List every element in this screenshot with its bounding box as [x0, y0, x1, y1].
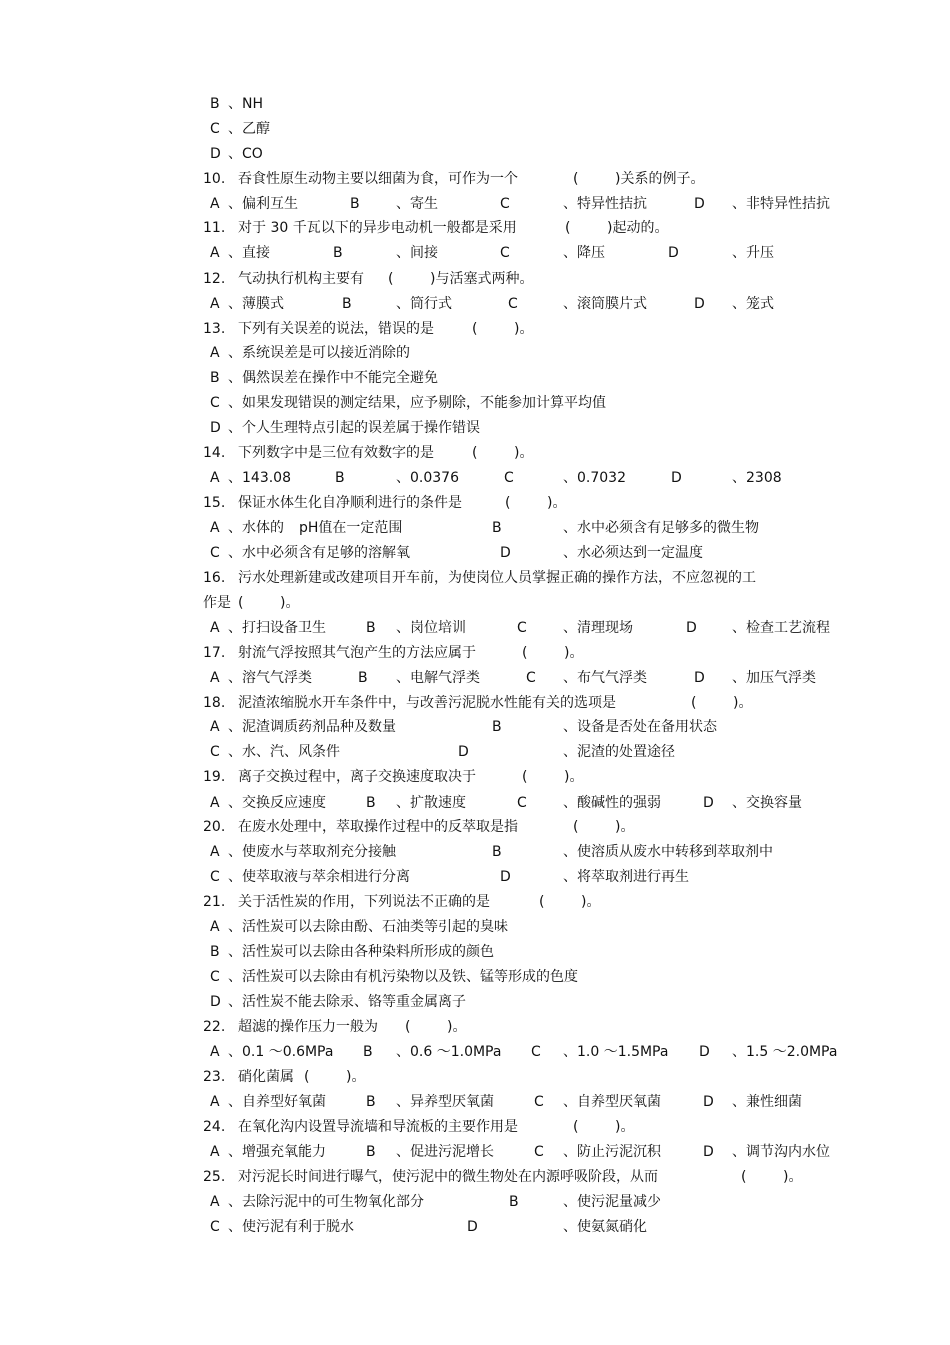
- option-line: [0, 1141, 950, 1163]
- question-line: [0, 1116, 950, 1138]
- option-line: [0, 293, 950, 315]
- text-segment: 、酸碱性的强弱: [563, 795, 661, 811]
- text-segment: D: [210, 994, 221, 1010]
- text-segment: (: [573, 171, 579, 187]
- text-segment: D: [668, 245, 679, 261]
- question-line: [0, 1016, 950, 1038]
- text-segment: pH值在一定范围: [299, 520, 403, 536]
- text-segment: 、水中必须含有足够的溶解氧: [228, 545, 410, 561]
- text-segment: C: [531, 1044, 541, 1060]
- text-segment: 离子交换过程中，离子交换速度取决于: [238, 769, 476, 785]
- text-segment: 、个人生理特点引起的误差属于操作错误: [228, 420, 480, 436]
- text-segment: 射流气浮按照其气泡产生的方法应属于: [238, 645, 476, 661]
- text-segment: (: [472, 321, 478, 337]
- question-line: [0, 268, 950, 290]
- option-line: [0, 667, 950, 689]
- text-segment: 、非特异性拮抗: [732, 196, 830, 212]
- question-line: [0, 442, 950, 464]
- text-segment: 关于活性炭的作用，下列说法不正确的是: [238, 894, 490, 910]
- text-segment: B: [342, 296, 352, 312]
- text-segment: 、水、汽、风条件: [228, 744, 340, 760]
- text-segment: C: [508, 296, 518, 312]
- text-segment: A: [210, 245, 220, 261]
- text-segment: 、寄生: [396, 196, 438, 212]
- text-segment: )。: [447, 1019, 467, 1035]
- text-segment: A: [210, 296, 220, 312]
- text-segment: C: [210, 121, 220, 137]
- text-segment: (: [573, 1119, 579, 1135]
- text-segment: 18.: [203, 695, 226, 711]
- text-segment: C: [210, 969, 220, 985]
- text-segment: 、0.6 ～1.0MPa: [396, 1044, 502, 1060]
- text-segment: 、设备是否处在备用状态: [563, 719, 717, 735]
- question-line: [0, 168, 950, 190]
- text-segment: )。: [514, 445, 534, 461]
- text-segment: A: [210, 844, 220, 860]
- text-segment: D: [699, 1044, 710, 1060]
- text-segment: 、布气气浮类: [563, 670, 647, 686]
- text-segment: 、使废水与萃取剂充分接触: [228, 844, 396, 860]
- text-segment: (: [565, 220, 571, 236]
- text-segment: D: [703, 1144, 714, 1160]
- text-segment: 、降压: [563, 245, 605, 261]
- question-line: [0, 766, 950, 788]
- option-line: [0, 1041, 950, 1063]
- text-segment: 、打扫设备卫生: [228, 620, 326, 636]
- text-segment: A: [210, 1044, 220, 1060]
- text-segment: 、使萃取液与萃余相进行分离: [228, 869, 410, 885]
- text-segment: )。: [280, 595, 300, 611]
- text-segment: D: [671, 470, 682, 486]
- text-segment: B: [492, 520, 502, 536]
- question-line: [0, 217, 950, 239]
- text-segment: 、自养型厌氧菌: [563, 1094, 661, 1110]
- question-line: [0, 318, 950, 340]
- text-segment: 、泥渣调质药剂品种及数量: [228, 719, 396, 735]
- option-line: [0, 991, 950, 1013]
- text-segment: 14.: [203, 445, 226, 461]
- text-segment: B: [492, 719, 502, 735]
- text-segment: B: [335, 470, 345, 486]
- text-segment: 、CO: [228, 146, 263, 162]
- text-segment: 、活性炭可以去除由酚、石油类等引起的臭味: [228, 919, 508, 935]
- text-segment: C: [210, 545, 220, 561]
- text-segment: 、防止污泥沉积: [563, 1144, 661, 1160]
- text-segment: A: [210, 520, 220, 536]
- text-segment: 、系统误差是可以接近消除的: [228, 345, 410, 361]
- option-line: [0, 792, 950, 814]
- text-segment: D: [500, 545, 511, 561]
- text-segment: 、笼式: [732, 296, 774, 312]
- text-segment: 保证水体生化自净顺利进行的条件是: [238, 495, 462, 511]
- text-segment: )起动的。: [607, 220, 669, 236]
- text-segment: (: [238, 595, 244, 611]
- text-segment: 15.: [203, 495, 226, 511]
- text-segment: 、岗位培训: [396, 620, 466, 636]
- text-segment: 、异养型厌氧菌: [396, 1094, 494, 1110]
- text-segment: 、143.08: [228, 470, 291, 486]
- text-segment: D: [686, 620, 697, 636]
- text-segment: B: [210, 370, 220, 386]
- text-segment: 、去除污泥中的可生物氧化部分: [228, 1194, 424, 1210]
- option-line: [0, 367, 950, 389]
- text-segment: D: [458, 744, 469, 760]
- text-segment: 、活性炭可以去除由各种染料所形成的颜色: [228, 944, 494, 960]
- text-segment: 、自养型好氧菌: [228, 1094, 326, 1110]
- text-segment: 、交换反应速度: [228, 795, 326, 811]
- text-segment: 、使溶质从废水中转移到萃取剂中: [563, 844, 773, 860]
- text-segment: A: [210, 670, 220, 686]
- text-segment: 超滤的操作压力一般为: [238, 1019, 378, 1035]
- text-segment: D: [694, 670, 705, 686]
- text-segment: )。: [547, 495, 567, 511]
- text-segment: 、薄膜式: [228, 296, 284, 312]
- option-line: [0, 741, 950, 763]
- text-segment: 、水体的: [228, 520, 284, 536]
- text-segment: 、0.1 ～0.6MPa: [228, 1044, 334, 1060]
- text-segment: 在氧化沟内设置导流墙和导流板的主要作用是: [238, 1119, 518, 1135]
- text-segment: 、偶然误差在操作中不能完全避免: [228, 370, 438, 386]
- option-line: [0, 866, 950, 888]
- text-segment: 13.: [203, 321, 226, 337]
- option-line: [0, 242, 950, 264]
- text-segment: 11.: [203, 220, 226, 236]
- text-segment: 、1.5 ～2.0MPa: [732, 1044, 838, 1060]
- option-line: [0, 392, 950, 414]
- text-segment: )。: [564, 645, 584, 661]
- text-segment: 对污泥长时间进行曝气，使污泥中的微生物处在内源呼吸阶段，从而: [238, 1169, 658, 1185]
- text-segment: )与活塞式两种。: [430, 271, 534, 287]
- option-line: [0, 941, 950, 963]
- text-segment: 、加压气浮类: [732, 670, 816, 686]
- text-segment: D: [210, 146, 221, 162]
- text-segment: 、乙醇: [228, 121, 270, 137]
- text-segment: D: [210, 420, 221, 436]
- text-segment: C: [210, 869, 220, 885]
- text-segment: )。: [783, 1169, 803, 1185]
- text-segment: C: [534, 1094, 544, 1110]
- text-segment: 12.: [203, 271, 226, 287]
- text-segment: D: [703, 795, 714, 811]
- text-segment: B: [350, 196, 360, 212]
- text-segment: D: [694, 196, 705, 212]
- text-segment: 、NH: [228, 96, 263, 112]
- option-line: [0, 841, 950, 863]
- text-segment: 、使污泥量减少: [563, 1194, 661, 1210]
- text-segment: C: [526, 670, 536, 686]
- text-segment: 、增强充氧能力: [228, 1144, 326, 1160]
- option-line: [0, 916, 950, 938]
- text-segment: B: [492, 844, 502, 860]
- text-segment: )。: [514, 321, 534, 337]
- text-segment: 、水必须达到一定温度: [563, 545, 703, 561]
- text-segment: 、电解气浮类: [396, 670, 480, 686]
- text-segment: A: [210, 795, 220, 811]
- option-line: [0, 193, 950, 215]
- text-segment: 下列有关误差的说法，错误的是: [238, 321, 434, 337]
- text-segment: (: [691, 695, 697, 711]
- text-segment: B: [333, 245, 343, 261]
- text-segment: 、1.0 ～1.5MPa: [563, 1044, 669, 1060]
- text-segment: (: [539, 894, 545, 910]
- text-segment: A: [210, 1094, 220, 1110]
- option-line: [0, 143, 950, 165]
- option-line: [0, 467, 950, 489]
- text-segment: B: [210, 944, 220, 960]
- text-segment: (: [388, 271, 394, 287]
- text-segment: 、使氨氮硝化: [563, 1219, 647, 1235]
- text-segment: (: [741, 1169, 747, 1185]
- text-segment: 10.: [203, 171, 226, 187]
- text-segment: 、滚筒膜片式: [563, 296, 647, 312]
- text-segment: 、调节沟内水位: [732, 1144, 830, 1160]
- text-segment: 22.: [203, 1019, 226, 1035]
- text-segment: 、升压: [732, 245, 774, 261]
- text-segment: 、偏利互生: [228, 196, 298, 212]
- question-line: [0, 567, 950, 589]
- text-segment: 、将萃取剂进行再生: [563, 869, 689, 885]
- text-segment: 、清理现场: [563, 620, 633, 636]
- text-segment: )。: [615, 819, 635, 835]
- question-line: [0, 692, 950, 714]
- text-segment: C: [500, 196, 510, 212]
- text-segment: B: [509, 1194, 519, 1210]
- text-segment: D: [694, 296, 705, 312]
- text-segment: C: [504, 470, 514, 486]
- text-segment: C: [534, 1144, 544, 1160]
- text-segment: B: [366, 1094, 376, 1110]
- text-segment: 、活性炭可以去除由有机污染物以及铁、锰等形成的色度: [228, 969, 578, 985]
- text-segment: 、检查工艺流程: [732, 620, 830, 636]
- option-line: [0, 966, 950, 988]
- text-segment: (: [304, 1069, 310, 1085]
- text-segment: B: [366, 795, 376, 811]
- option-line: [0, 542, 950, 564]
- text-segment: 、筒行式: [396, 296, 452, 312]
- option-line: [0, 716, 950, 738]
- text-segment: C: [210, 395, 220, 411]
- text-segment: B: [366, 620, 376, 636]
- text-segment: A: [210, 470, 220, 486]
- text-segment: 20.: [203, 819, 226, 835]
- text-segment: 硝化菌属: [238, 1069, 294, 1085]
- text-segment: 泥渣浓缩脱水开车条件中，与改善污泥脱水性能有关的选项是: [238, 695, 616, 711]
- text-segment: 、使污泥有利于脱水: [228, 1219, 354, 1235]
- question-line: [0, 891, 950, 913]
- text-segment: 污水处理新建或改建项目开车前，为使岗位人员掌握正确的操作方法，不应忽视的工: [238, 570, 756, 586]
- text-segment: A: [210, 196, 220, 212]
- option-line: [0, 517, 950, 539]
- question-line: [0, 642, 950, 664]
- text-segment: (: [505, 495, 511, 511]
- text-segment: 对于 30 千瓦以下的异步电动机一般都是采用: [238, 220, 517, 236]
- option-line: [0, 118, 950, 140]
- text-segment: )。: [581, 894, 601, 910]
- text-segment: 25.: [203, 1169, 226, 1185]
- text-segment: 、如果发现错误的测定结果，应予剔除，不能参加计算平均值: [228, 395, 606, 411]
- text-segment: 、水中必须含有足够多的微生物: [563, 520, 759, 536]
- text-segment: B: [358, 670, 368, 686]
- text-segment: 、兼性细菌: [732, 1094, 802, 1110]
- text-segment: C: [517, 620, 527, 636]
- option-line: [0, 1191, 950, 1213]
- text-segment: 下列数字中是三位有效数字的是: [238, 445, 434, 461]
- text-segment: (: [522, 769, 528, 785]
- text-segment: 、泥渣的处置途径: [563, 744, 675, 760]
- text-segment: B: [210, 96, 220, 112]
- question-line: [0, 1066, 950, 1088]
- text-segment: D: [500, 869, 511, 885]
- text-segment: 、交换容量: [732, 795, 802, 811]
- text-segment: 16.: [203, 570, 226, 586]
- text-segment: )关系的例子。: [615, 171, 705, 187]
- text-segment: A: [210, 719, 220, 735]
- text-segment: 气动执行机构主要有: [238, 271, 364, 287]
- text-segment: B: [363, 1044, 373, 1060]
- text-segment: A: [210, 1144, 220, 1160]
- text-segment: 、0.0376: [396, 470, 459, 486]
- text-segment: 作是: [203, 595, 231, 611]
- text-segment: 、特异性拮抗: [563, 196, 647, 212]
- text-segment: 23.: [203, 1069, 226, 1085]
- text-segment: (: [472, 445, 478, 461]
- text-segment: A: [210, 345, 220, 361]
- text-segment: 24.: [203, 1119, 226, 1135]
- text-segment: 吞食性原生动物主要以细菌为食，可作为一个: [238, 171, 518, 187]
- option-line: [0, 342, 950, 364]
- text-segment: C: [210, 744, 220, 760]
- text-segment: (: [522, 645, 528, 661]
- text-segment: (: [405, 1019, 411, 1035]
- text-segment: )。: [564, 769, 584, 785]
- question-line: [0, 592, 950, 614]
- text-segment: A: [210, 1194, 220, 1210]
- text-segment: 、扩散速度: [396, 795, 466, 811]
- text-segment: 、溶气气浮类: [228, 670, 312, 686]
- text-segment: 在废水处理中，萃取操作过程中的反萃取是指: [238, 819, 518, 835]
- text-segment: C: [500, 245, 510, 261]
- text-segment: 、0.7032: [563, 470, 626, 486]
- question-line: [0, 816, 950, 838]
- text-segment: D: [467, 1219, 478, 1235]
- text-segment: 、2308: [732, 470, 782, 486]
- text-segment: 19.: [203, 769, 226, 785]
- text-segment: A: [210, 620, 220, 636]
- option-line: [0, 417, 950, 439]
- text-segment: D: [703, 1094, 714, 1110]
- text-segment: )。: [346, 1069, 366, 1085]
- text-segment: (: [573, 819, 579, 835]
- question-line: [0, 1166, 950, 1188]
- text-segment: )。: [733, 695, 753, 711]
- text-segment: 、间接: [396, 245, 438, 261]
- text-segment: 、直接: [228, 245, 270, 261]
- option-line: [0, 1216, 950, 1238]
- text-segment: 21.: [203, 894, 226, 910]
- option-line: [0, 617, 950, 639]
- text-segment: )。: [615, 1119, 635, 1135]
- text-segment: C: [517, 795, 527, 811]
- option-line: [0, 1091, 950, 1113]
- question-line: [0, 492, 950, 514]
- text-segment: 、促进污泥增长: [396, 1144, 494, 1160]
- option-line: [0, 93, 950, 115]
- text-segment: B: [366, 1144, 376, 1160]
- text-segment: 17.: [203, 645, 226, 661]
- text-segment: C: [210, 1219, 220, 1235]
- text-segment: 、活性炭不能去除汞、铬等重金属离子: [228, 994, 466, 1010]
- text-segment: A: [210, 919, 220, 935]
